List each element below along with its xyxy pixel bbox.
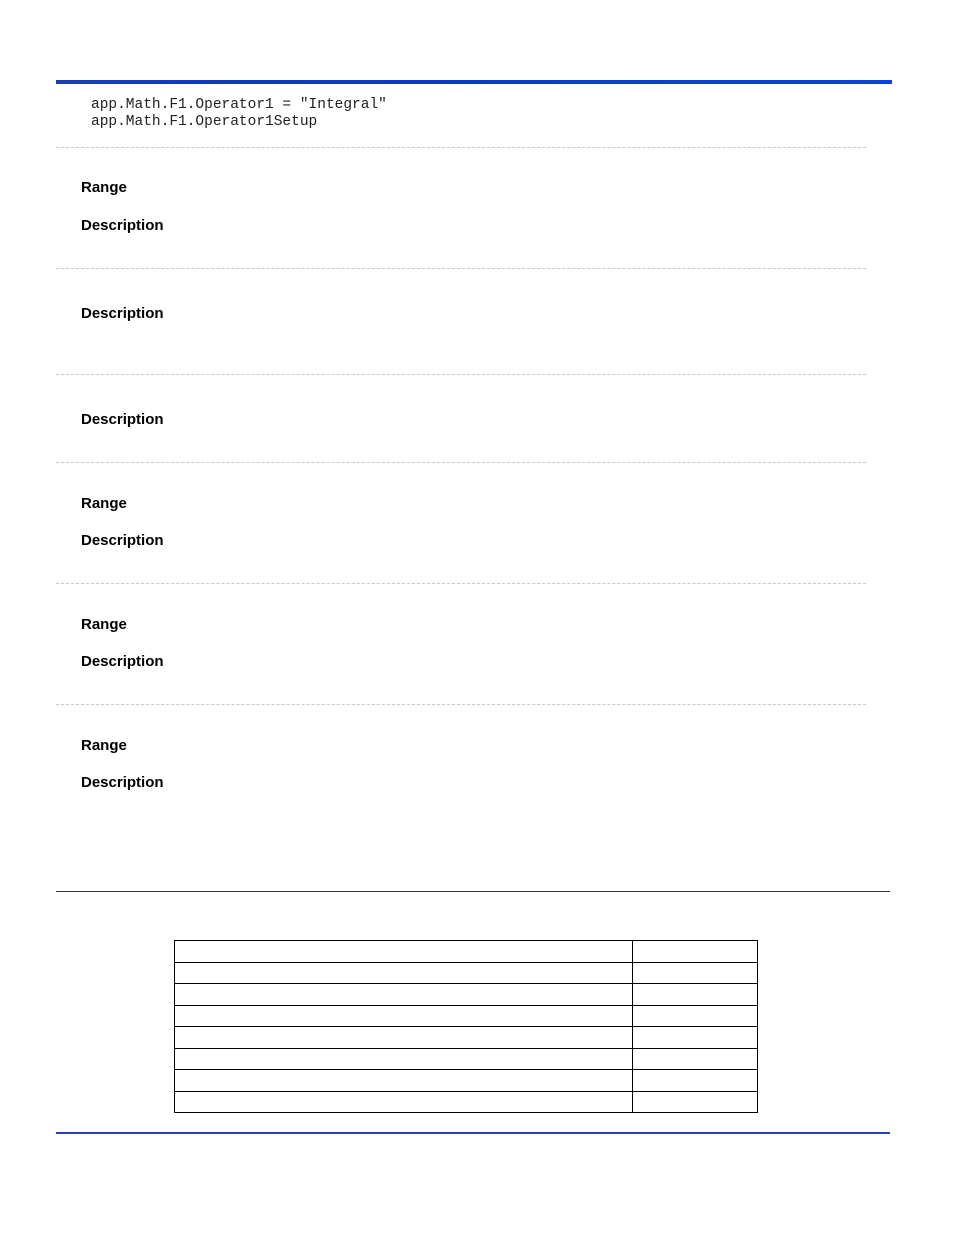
table-cell	[633, 1005, 758, 1027]
table-cell	[633, 1048, 758, 1070]
description-label: Description	[81, 305, 164, 322]
table-row	[175, 1091, 758, 1113]
table-row	[175, 984, 758, 1006]
table-cell	[175, 962, 633, 984]
section-divider	[56, 147, 866, 148]
table-cell	[175, 941, 633, 963]
range-label: Range	[81, 495, 127, 512]
range-label: Range	[81, 179, 127, 196]
table-cell	[633, 984, 758, 1006]
description-label: Description	[81, 532, 164, 549]
table-cell	[633, 1070, 758, 1092]
description-label: Description	[81, 653, 164, 670]
table-cell	[633, 1091, 758, 1113]
table-cell	[633, 941, 758, 963]
section-divider	[56, 704, 866, 705]
table-cell	[175, 1027, 633, 1049]
table-row	[175, 962, 758, 984]
table-row	[175, 941, 758, 963]
range-label: Range	[81, 616, 127, 633]
table-row	[175, 1070, 758, 1092]
range-label: Range	[81, 737, 127, 754]
table-row	[175, 1005, 758, 1027]
description-label: Description	[81, 217, 164, 234]
footer-separator	[56, 891, 890, 892]
table-cell	[633, 1027, 758, 1049]
table-cell	[175, 1005, 633, 1027]
section-divider	[56, 583, 866, 584]
description-label: Description	[81, 774, 164, 791]
footer-rule	[56, 1132, 890, 1134]
description-label: Description	[81, 411, 164, 428]
section-divider	[56, 462, 866, 463]
section-divider	[56, 268, 866, 269]
table-cell	[175, 1091, 633, 1113]
table-cell	[633, 962, 758, 984]
code-line-1: app.Math.F1.Operator1 = "Integral"	[91, 97, 387, 113]
table-cell	[175, 1070, 633, 1092]
summary-table	[174, 940, 758, 1113]
code-line-2: app.Math.F1.Operator1Setup	[91, 114, 318, 130]
table-cell	[175, 984, 633, 1006]
table-row	[175, 1048, 758, 1070]
table-row	[175, 1027, 758, 1049]
section-divider	[56, 374, 866, 375]
header-rule	[56, 80, 892, 84]
table-cell	[175, 1048, 633, 1070]
